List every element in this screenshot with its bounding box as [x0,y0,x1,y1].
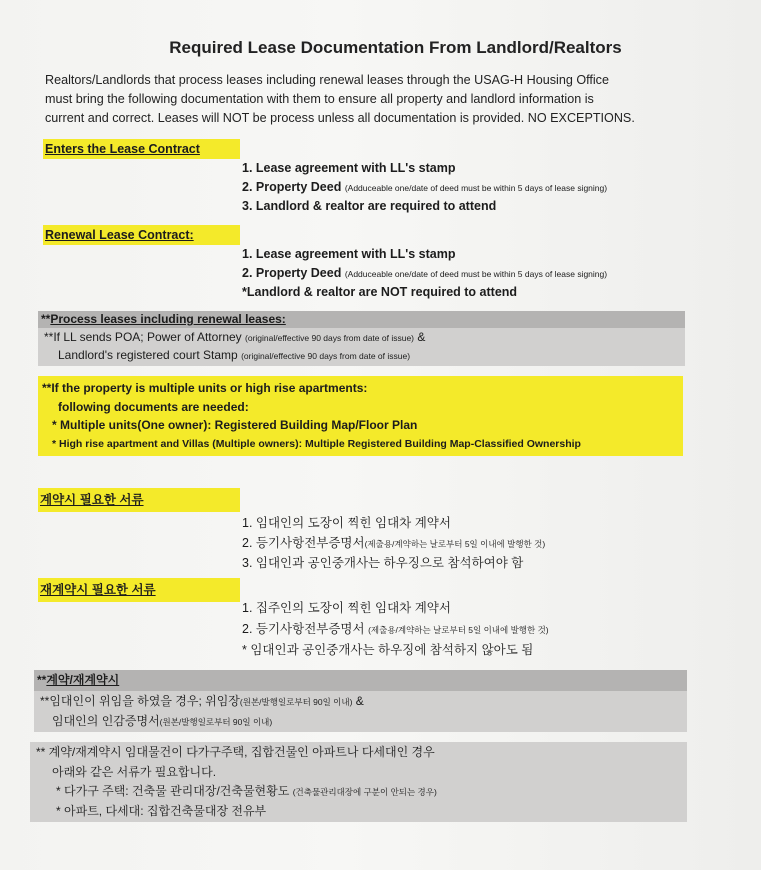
multiple-units-box [38,376,683,456]
list-item: 1. Lease agreement with LL's stamp [242,247,456,261]
kr-renewal-list [242,598,549,661]
kr-contract-list [242,513,545,573]
list-item: 2. 등기사항전부증명서(제출용/계약하는 날로부터 5일 이내에 발행한 것) [242,536,546,550]
list-item: 1. 임대인의 도장이 찍힌 임대차 계약서 [242,516,451,530]
renewal-contract-label: Renewal Lease Contract: [43,225,240,245]
list-item: * 임대인과 공인중개사는 하우징에 참석하지 않아도 됨 [242,643,534,657]
list-item: 1. 집주인의 도장이 찍힌 임대차 계약서 [242,601,451,615]
kr-seal-line: 임대인의 인감증명서(원본/발행일로부터 90일 이내) [52,714,273,728]
kr-renewal-label: 재계약시 필요한 서류 [38,578,240,602]
kr-poa-line: **임대인이 위임을 하였을 경우; 위임장(원본/발행일로부터 90일 이내) & [40,694,364,708]
intro-line: must bring the following documentation with them to ensure all property and landlord information is [45,92,594,106]
enters-contract-list [242,159,607,216]
kr-process-header: **계약/재계약시 [34,670,687,691]
kr-multiple-line: * 아파트, 다세대: 집합건축물대장 전유부 [56,803,267,818]
list-item: 1. Lease agreement with LL's stamp [242,161,456,175]
page-title: Required Lease Documentation From Landlord/Realtors [169,38,622,57]
kr-multiple-line: 아래와 같은 서류가 필요합니다. [52,764,217,779]
multiple-units-line: **If the property is multiple units or high rise apartments: [42,381,368,395]
poa-line: **If LL sends POA; Power of Attorney (original/effective 90 days from date of issue) & [44,330,426,344]
intro-paragraph [45,71,685,128]
list-item: *Landlord & realtor are NOT required to attend [242,285,518,299]
list-item: 3. 임대인과 공인중개사는 하우징으로 참석하여야 함 [242,556,524,570]
intro-line: current and correct. Leases will NOT be process unless all documentation is provided. NO EXCEPTIONS. [45,111,635,125]
kr-contract-label: 계약시 필요한 서류 [38,488,240,512]
kr-multiple-line: * 다가구 주택: 건축물 관리대장/건축물현황도 (건축물관리대장에 구분이 안되는 경우) [56,784,437,798]
process-leases-box [38,311,685,366]
court-stamp-line: Landlord's registered court Stamp (original/effective 90 days from date of issue) [58,348,411,362]
enters-contract-label: Enters the Lease Contract [43,139,240,159]
list-item: 2. Property Deed (Adduceable one/date of deed must be within 5 days of lease signing) [242,266,608,280]
renewal-contract-list [242,245,607,302]
multiple-units-line: * Multiple units(One owner): Registered Building Map/Floor Plan [52,418,418,432]
list-item: 2. 등기사항전부증명서 (제출용/계약하는 날로부터 5일 이내에 발행한 것) [242,622,549,636]
intro-line: Realtors/Landlords that process leases including renewal leases through the USAG-H Housing Office [45,73,609,87]
kr-multiple-units-box [30,742,687,822]
kr-process-box [34,670,687,732]
multiple-units-line: * High rise apartment and Villas (Multiple owners): Multiple Registered Building Map-Classified Ownership [52,437,581,450]
list-item: 2. Property Deed (Adduceable one/date of deed must be within 5 days of lease signing) [242,180,608,194]
list-item: 3. Landlord & realtor are required to attend [242,199,497,213]
kr-multiple-line: ** 계약/재계약시 임대물건이 다가구주택, 집합건물인 아파트나 다세대인 경우 [36,745,435,759]
multiple-units-line: following documents are needed: [58,399,249,414]
process-leases-header: **Process leases including renewal leases: [38,311,685,328]
